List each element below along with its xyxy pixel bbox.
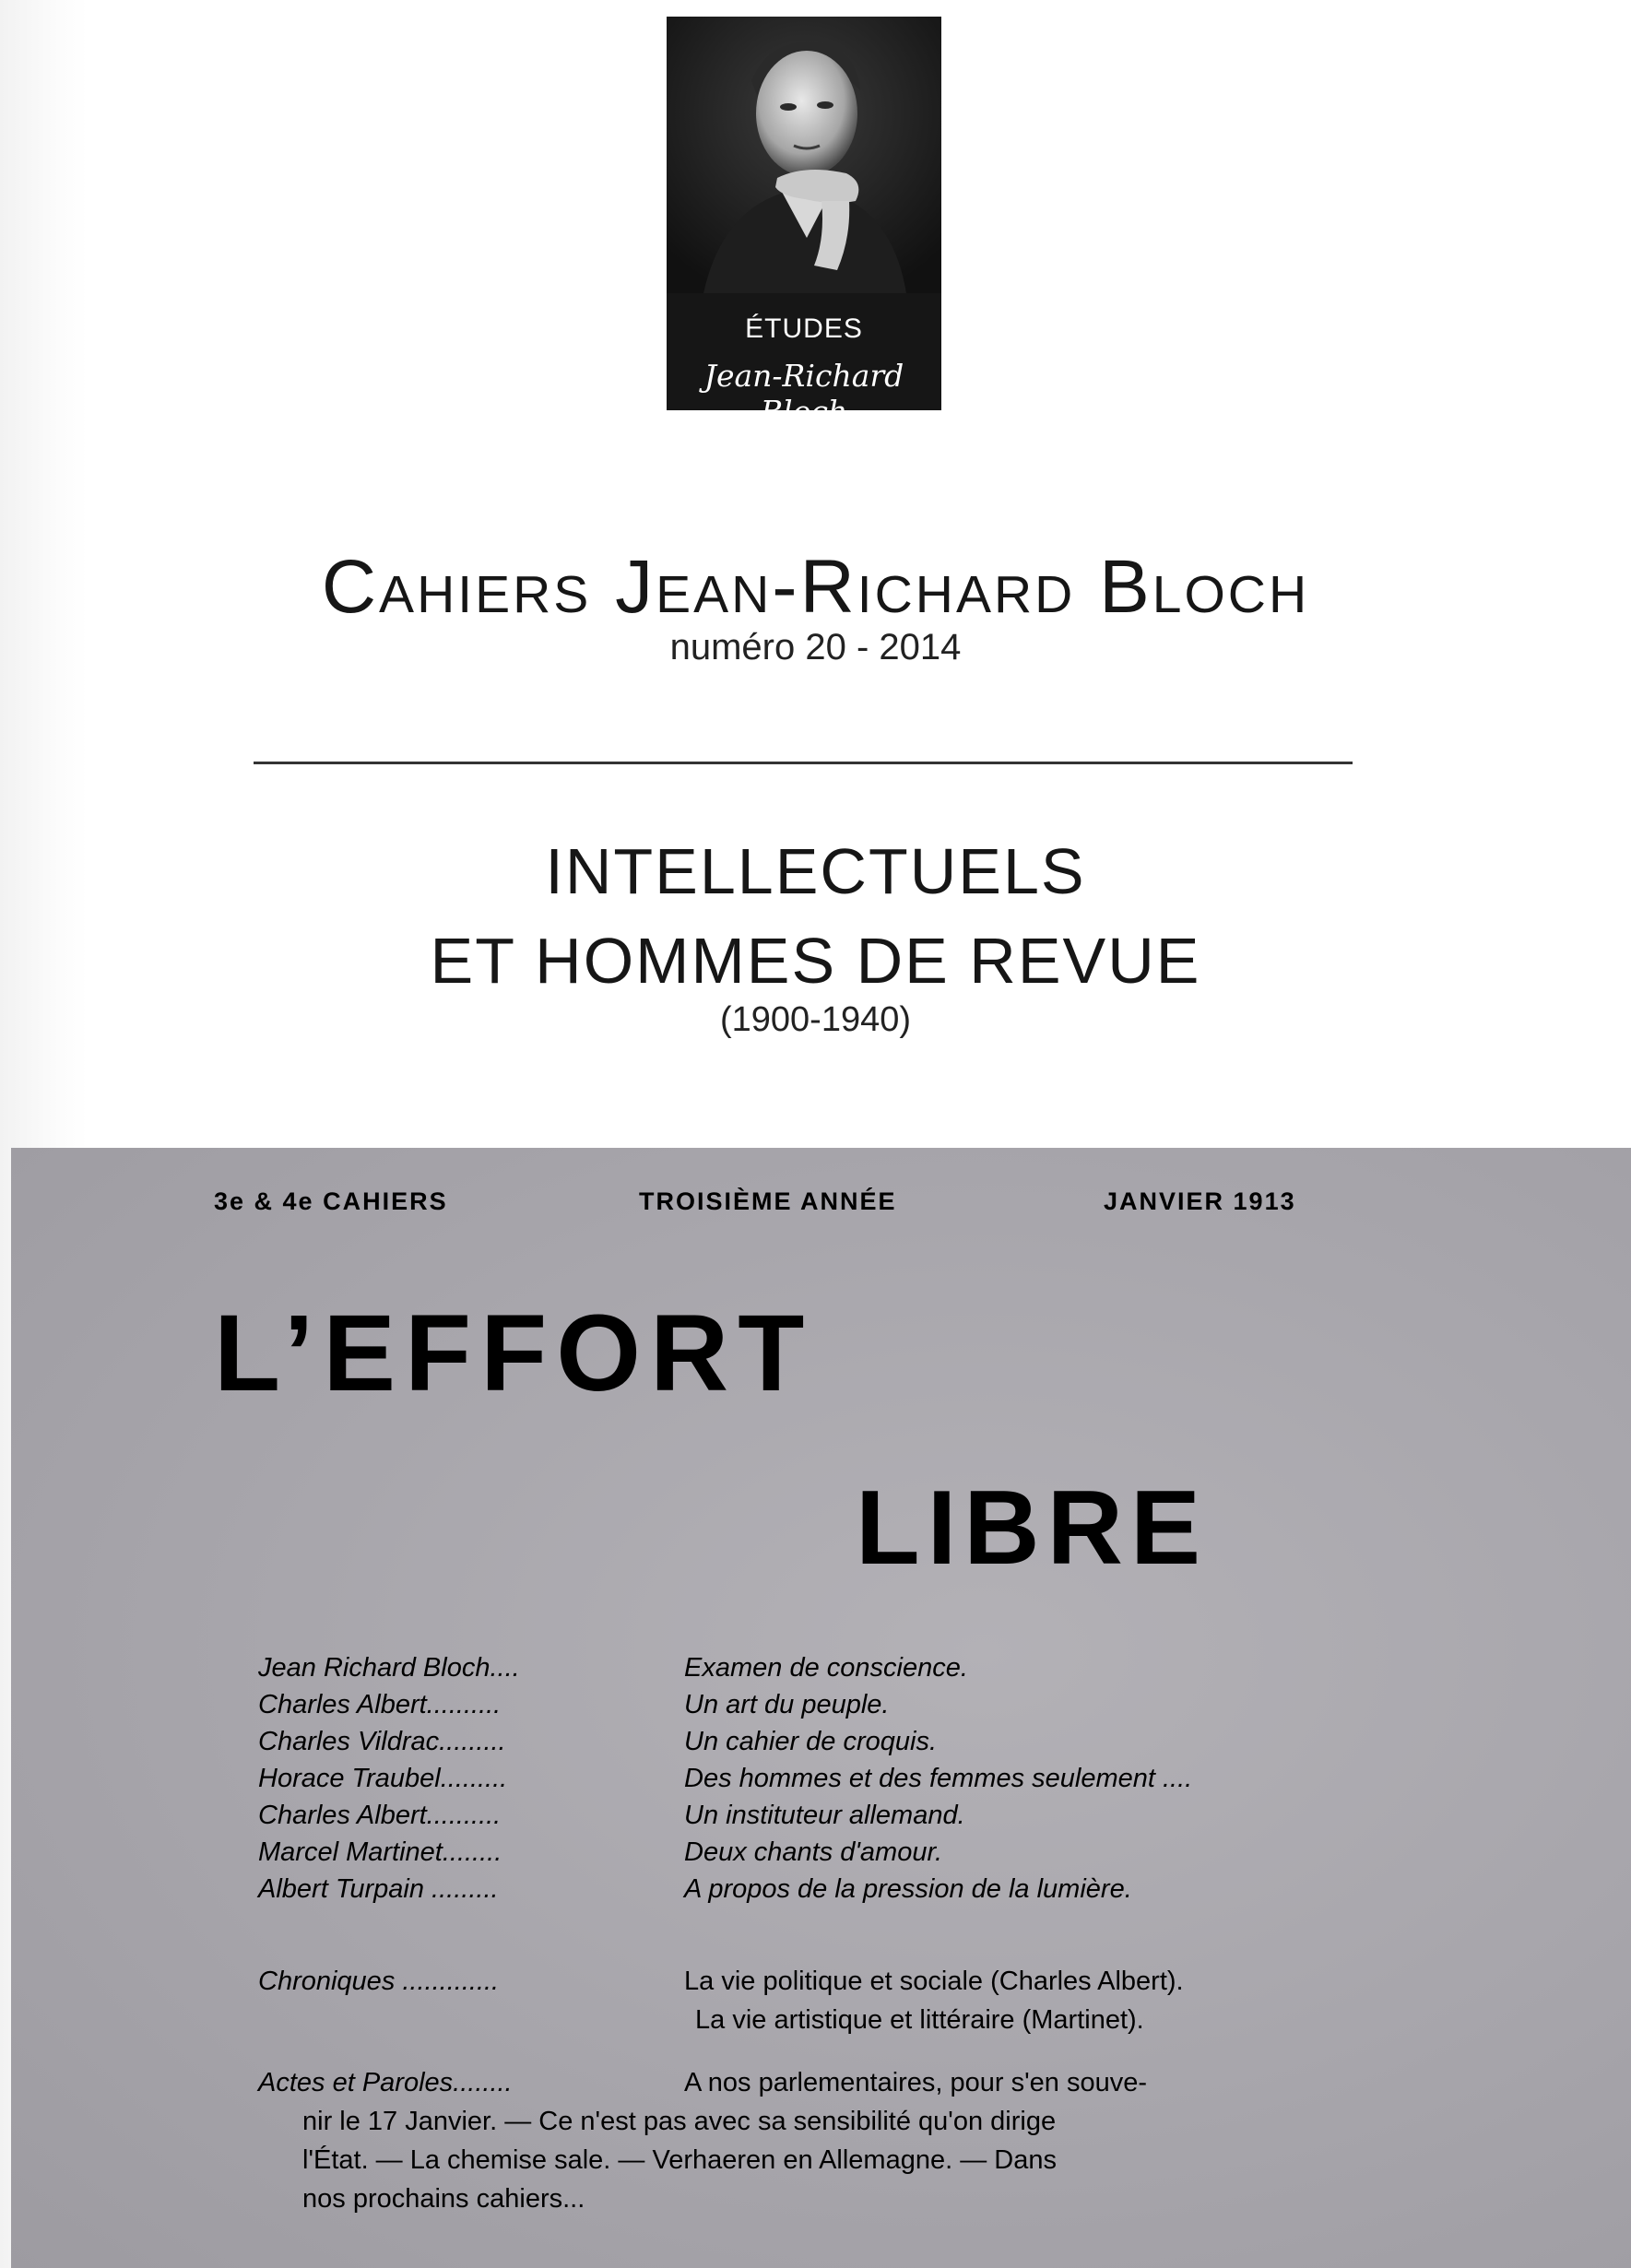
- actes-line: nos prochains cahiers...: [302, 2184, 585, 2214]
- actes-line: A nos parlementaires, pour s'en souve-: [684, 2068, 1148, 2097]
- toc-author: Horace Traubel.........: [258, 1764, 508, 1793]
- toc-author: Charles Albert..........: [258, 1801, 502, 1830]
- repro-header-cahiers: 3e & 4e CAHIERS: [214, 1187, 448, 1215]
- theme-years: (1900-1940): [719, 1000, 912, 1039]
- toc-row: [258, 1653, 1365, 1690]
- actes-label: Actes et Paroles........: [258, 2068, 513, 2097]
- portrait-photo: [667, 17, 941, 293]
- toc-title: Un instituteur allemand.: [684, 1801, 965, 1830]
- actes-continuation: [258, 2179, 1332, 2218]
- journal-title: Cahiers Jean-Richard Bloch: [321, 545, 1310, 629]
- toc-author: Marcel Martinet........: [258, 1837, 502, 1867]
- toc-title: Deux chants d'amour.: [684, 1837, 943, 1867]
- theme-title-line1: INTELLECTUELS: [545, 835, 1086, 907]
- table-of-contents: [258, 1653, 1365, 1911]
- actes-continuation: [258, 2102, 1332, 2141]
- chroniques-label: Chroniques .............: [258, 1967, 500, 1996]
- repro-header-date: JANVIER 1913: [1104, 1187, 1296, 1215]
- toc-title: Examen de conscience.: [684, 1653, 968, 1683]
- chroniques-section: [258, 1967, 1365, 2059]
- chroniques-line: La vie politique et sociale (Charles Albert).: [684, 1967, 1184, 1996]
- actes-line: l'État. — La chemise sale. — Verhaeren en Allemagne. — Dans: [302, 2145, 1057, 2175]
- masthead-libre: LIBRE: [856, 1470, 1208, 1587]
- toc-title: A propos de la pression de la lumière.: [684, 1874, 1132, 1904]
- toc-author: Albert Turpain .........: [258, 1874, 499, 1904]
- actes-first-line: [258, 2063, 1332, 2102]
- signature-text: Jean-Richard Bloch: [703, 358, 904, 430]
- chroniques-line: La vie artistique et littéraire (Martinet).: [695, 2005, 1144, 2035]
- toc-author: Charles Albert..........: [258, 1690, 502, 1719]
- toc-row: [258, 1727, 1365, 1764]
- repro-header-year: TROISIÈME ANNÉE: [639, 1187, 897, 1215]
- title-divider: [254, 762, 1353, 764]
- series-logo: [667, 17, 941, 430]
- toc-title: Des hommes et des femmes seulement ....: [684, 1764, 1193, 1793]
- toc-row: [258, 1801, 1365, 1837]
- toc-row: [258, 1764, 1365, 1801]
- toc-title: Un cahier de croquis.: [684, 1727, 938, 1756]
- actes-continuation: [258, 2141, 1332, 2179]
- actes-section: [258, 2063, 1332, 2218]
- toc-row: [258, 1874, 1365, 1911]
- etudes-label: ÉTUDES: [745, 313, 863, 344]
- actes-line: nir le 17 Janvier. — Ce n'est pas avec sa sensibilité qu'on dirige: [302, 2107, 1057, 2136]
- toc-row: [258, 1837, 1365, 1874]
- toc-author: Jean Richard Bloch....: [258, 1653, 520, 1683]
- issue-number: numéro 20 - 2014: [669, 627, 962, 667]
- toc-row: [258, 1690, 1365, 1727]
- theme-title-line2: ET HOMMES DE REVUE: [430, 925, 1201, 997]
- toc-author: Charles Vildrac.........: [258, 1727, 506, 1756]
- masthead-effort: L’EFFORT: [214, 1293, 814, 1414]
- toc-title: Un art du peuple.: [684, 1690, 890, 1719]
